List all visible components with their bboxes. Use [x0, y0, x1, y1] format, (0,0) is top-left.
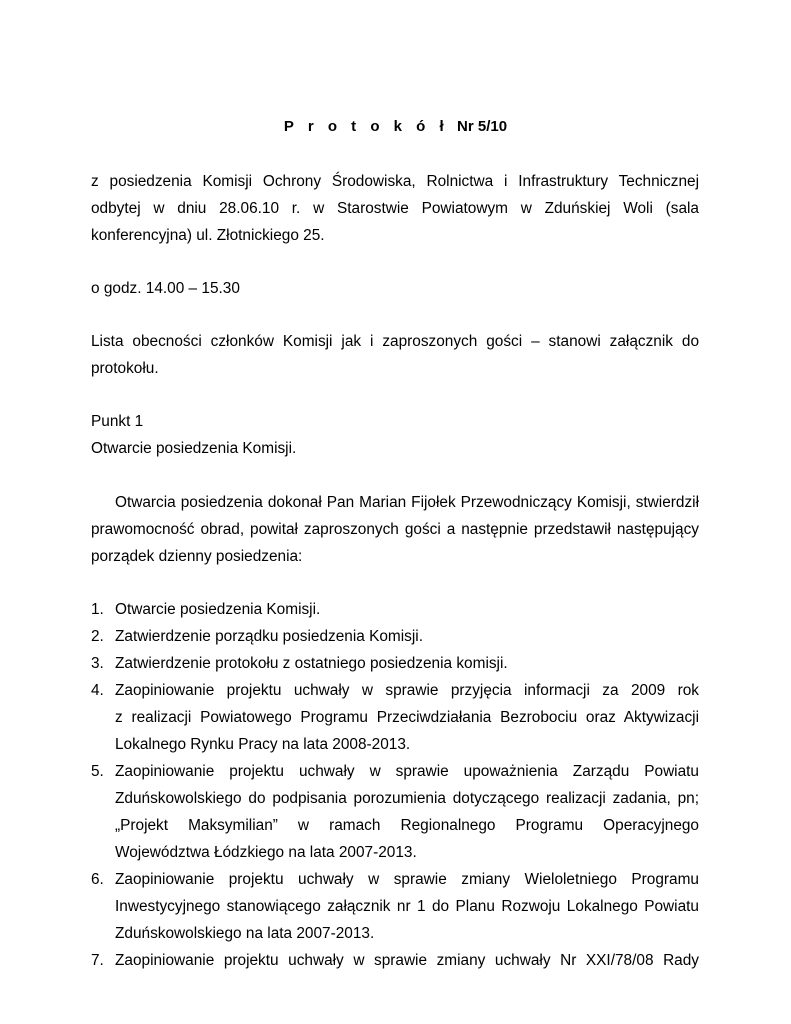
- agenda-item-number: 4.: [91, 682, 104, 699]
- agenda-item-text: Inwestycyjnego stanowiącego załącznik nr 1 do Planu Rozwoju Lokalnego Powiatu: [115, 898, 699, 915]
- agenda-item-text: Zaopiniowanie projektu uchwały w sprawie zmiany Wieloletniego Programu: [115, 871, 699, 888]
- opening-line: prawomocność obrad, powitał zaproszonych gości a następnie przedstawił następujący: [91, 521, 699, 538]
- opening-paragraph: [91, 489, 699, 570]
- agenda-item-text: Zduńskowolskiego do podpisania porozumienia dotyczącego realizacji zadania, pn;: [115, 790, 699, 807]
- agenda-item-text: Otwarcie posiedzenia Komisji.: [115, 601, 321, 618]
- agenda-item-number: 6.: [91, 871, 104, 888]
- agenda-item-number: 7.: [91, 952, 104, 969]
- point-heading-block: [91, 408, 699, 462]
- attendance-line: Lista obecności członków Komisji jak i zaproszonych gości – stanowi załącznik do: [91, 333, 699, 350]
- point-heading: Punkt 1: [91, 413, 144, 430]
- agenda-item: [91, 758, 699, 866]
- agenda-item: [91, 623, 699, 650]
- agenda-item-text: Zaopiniowanie projektu uchwały w sprawie zmiany uchwały Nr XXI/78/08 Rady: [115, 952, 699, 969]
- attendance-line: protokołu.: [91, 360, 159, 377]
- agenda-item-number: 2.: [91, 628, 104, 645]
- opening-line: Otwarcia posiedzenia dokonał Pan Marian Fijołek Przewodniczący Komisji, stwierdził: [115, 494, 699, 511]
- time-line: o godz. 14.00 – 15.30: [91, 280, 240, 297]
- agenda-item: [91, 650, 699, 677]
- intro-paragraph: [91, 168, 699, 249]
- point-subheading: Otwarcie posiedzenia Komisji.: [91, 440, 297, 457]
- agenda-item-number: 3.: [91, 655, 104, 672]
- agenda-item-text: Zduńskowolskiego na lata 2007-2013.: [115, 925, 375, 942]
- agenda-item: [91, 866, 699, 947]
- opening-line: porządek dzienny posiedzenia:: [91, 548, 303, 565]
- agenda-item-text: Zaopiniowanie projektu uchwały w sprawie upoważnienia Zarządu Powiatu: [115, 763, 699, 780]
- intro-line: z posiedzenia Komisji Ochrony Środowiska, Rolnictwa i Infrastruktury Technicznej: [91, 173, 699, 190]
- document-title: [0, 118, 791, 135]
- title-word: P r o t o k ó ł: [283, 118, 449, 135]
- intro-line: odbytej w dniu 28.06.10 r. w Starostwie Powiatowym w Zduńskiej Woli (sala: [91, 200, 699, 217]
- title-number: Nr 5/10: [457, 118, 508, 135]
- agenda-list: [91, 596, 699, 974]
- agenda-item-number: 1.: [91, 601, 104, 618]
- attendance-paragraph: [91, 328, 699, 382]
- agenda-item-text: z realizacji Powiatowego Programu Przeciwdziałania Bezrobociu oraz Aktywizacji: [115, 709, 699, 726]
- agenda-item-text: Zatwierdzenie protokołu z ostatniego posiedzenia komisji.: [115, 655, 508, 672]
- agenda-item-text: Lokalnego Rynku Pracy na lata 2008-2013.: [115, 736, 411, 753]
- time-paragraph: [91, 275, 699, 302]
- intro-line: konferencyjna) ul. Złotnickiego 25.: [91, 227, 325, 244]
- agenda-item: [91, 947, 699, 974]
- agenda-item-text: Województwa Łódzkiego na lata 2007-2013.: [115, 844, 417, 861]
- agenda-item: [91, 596, 699, 623]
- agenda-item-text: „Projekt Maksymilian” w ramach Regionalnego Programu Operacyjnego: [115, 817, 699, 834]
- agenda-item-text: Zaopiniowanie projektu uchwały w sprawie przyjęcia informacji za 2009 rok: [115, 682, 699, 699]
- agenda-item-text: Zatwierdzenie porządku posiedzenia Komisji.: [115, 628, 423, 645]
- agenda-item-number: 5.: [91, 763, 104, 780]
- agenda-item: [91, 677, 699, 758]
